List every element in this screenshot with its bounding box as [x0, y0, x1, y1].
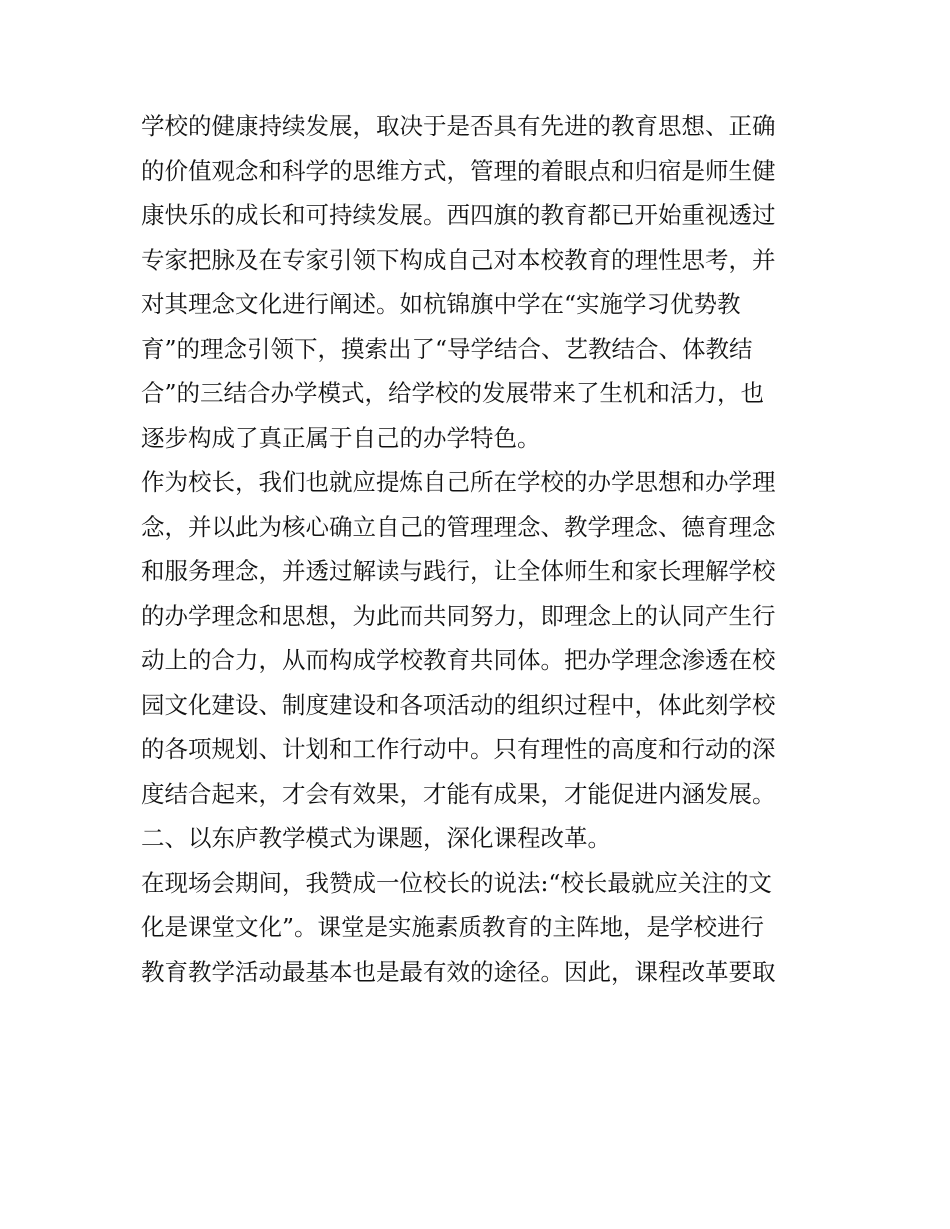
text-line: 教育教学活动最基本也是最有效的途径。因此，课程改革要取 [141, 957, 776, 986]
section-heading: 二、以东庐教学模式为课题，深化课程改革。 [141, 824, 611, 852]
text-line: 逐步构成了真正属于自己的办学特色。 [141, 423, 541, 452]
text-line: 和服务理念，并透过解读与践行，让全体师生和家长理解学校 [141, 557, 776, 585]
text-line: 作为校长，我们也就应提炼自己所在学校的办学思想和办学理 [141, 468, 776, 496]
text-line: 念，并以此为核心确立自己的管理理念、教学理念、德育理念 [141, 512, 776, 541]
text-line: 度结合起来，才会有效果，才能有成果，才能促进内涵发展。 [141, 779, 776, 808]
text-line: 学校的健康持续发展，取决于是否具有先进的教育思想、正确 [141, 112, 776, 140]
text-line: 的办学理念和思想，为此而共同努力，即理念上的认同产生行 [141, 601, 776, 630]
text-line: 园文化建设、制度建设和各项活动的组织过程中，体此刻学校 [141, 690, 776, 719]
text-line: 专家把脉及在专家引领下构成自己对本校教育的理性思考，并 [141, 245, 776, 274]
text-line: 对其理念文化进行阐述。如杭锦旗中学在“实施学习优势教 [141, 290, 741, 318]
text-line: 育”的理念引领下，摸索出了“导学结合、艺教结合、体教结 [141, 334, 753, 363]
text-line: 的价值观念和科学的思维方式，管理的着眼点和归宿是师生健 [141, 156, 776, 185]
text-line: 在现场会期间，我赞成一位校长的说法:“校长最就应关注的文 [141, 868, 772, 897]
document-body [141, 104, 816, 994]
text-line: 化是课堂文化”。课堂是实施素质教育的主阵地，是学校进行 [141, 913, 765, 941]
text-line: 的各项规划、计划和工作行动中。只有理性的高度和行动的深 [141, 735, 776, 763]
text-line: 合”的三结合办学模式，给学校的发展带来了生机和活力，也 [141, 379, 765, 407]
text-line: 康快乐的成长和可持续发展。西四旗的教育都已开始重视透过 [141, 201, 776, 229]
text-line: 动上的合力，从而构成学校教育共同体。把办学理念渗透在校 [141, 646, 776, 674]
